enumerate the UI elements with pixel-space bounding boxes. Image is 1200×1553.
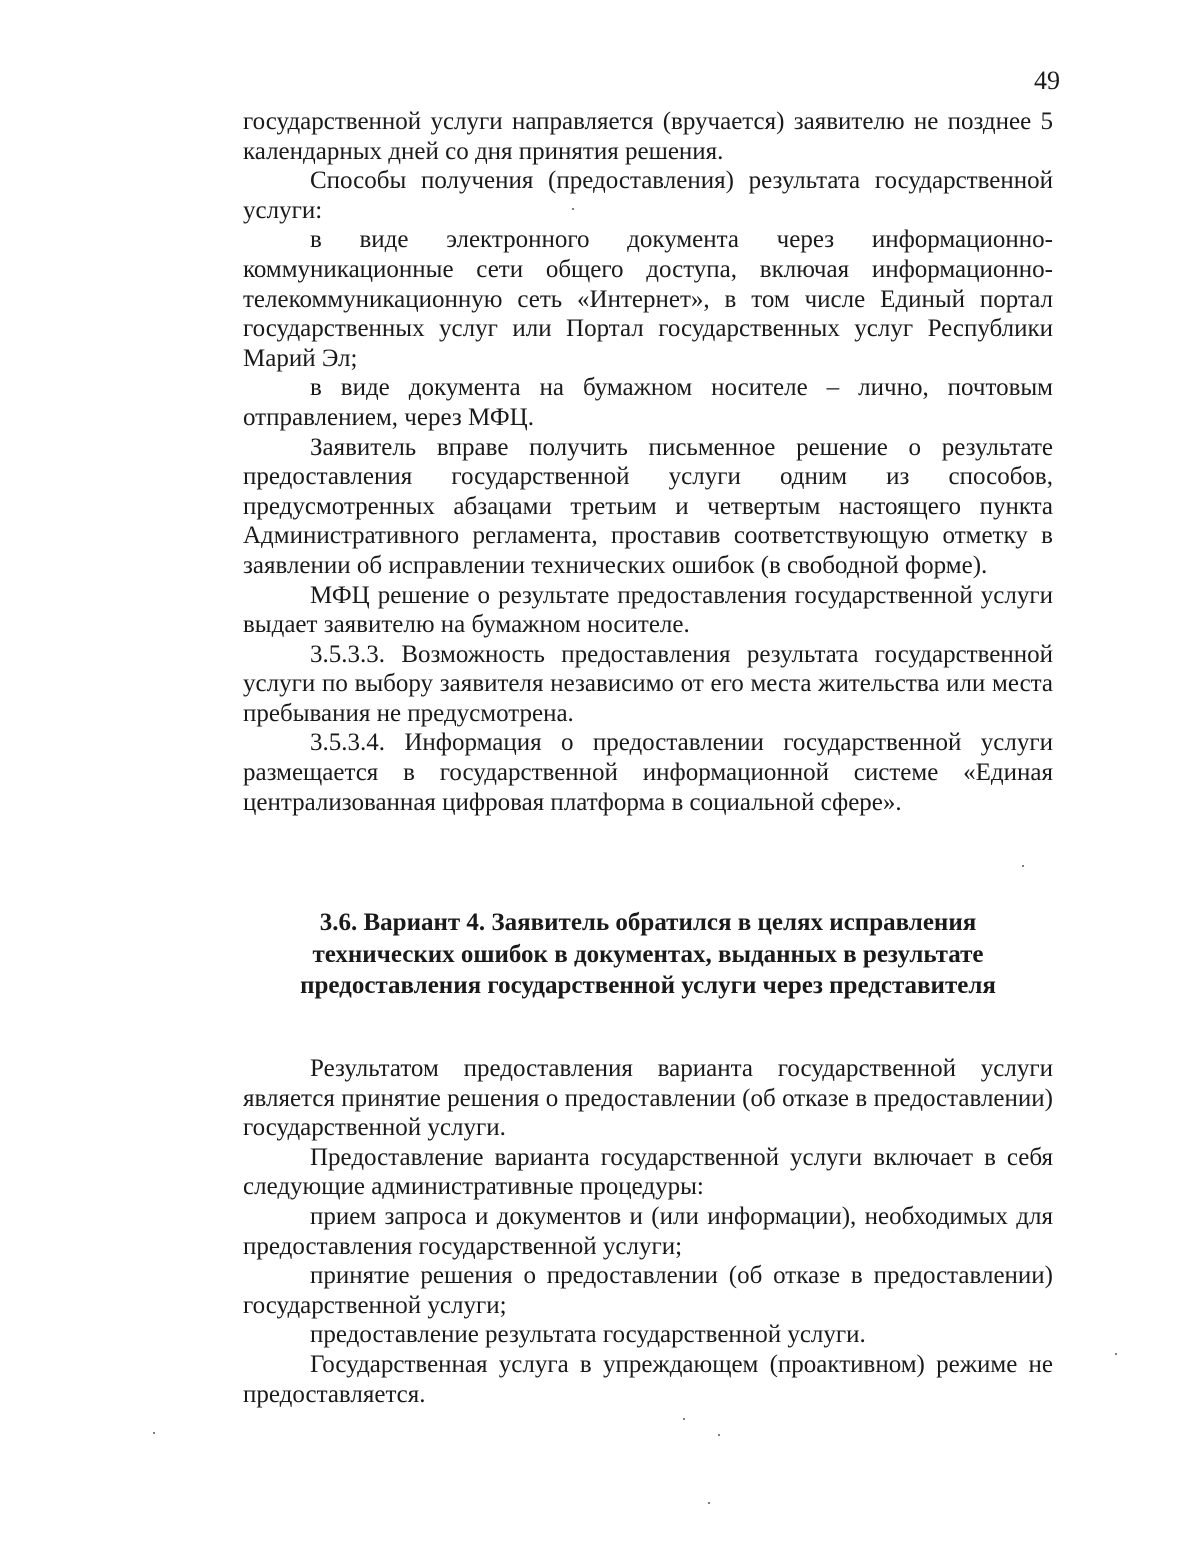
page-number: 49 [1034, 66, 1060, 95]
text-block-section-body [243, 1054, 1053, 1409]
scan-speck [572, 208, 574, 210]
scan-speck [708, 1502, 710, 1504]
paragraph: МФЦ решение о результате предоставления государственной услуги выдает заявителю на бумажном носителе. [243, 581, 1053, 639]
paragraph: 3.5.3.3. Возможность предоставления результата государственной услуги по выбору заявителя независимо от его места жительства или места пребывания не предусмотрена. [243, 640, 1053, 727]
paragraph: в виде электронного документа через информационно-коммуникационные сети общего доступа, включая информационно-телекоммуникационную сеть «Интернет», в том числе Единый портал государственных услуг или Портал государственных услуг Республики Марий Эл; [243, 226, 1053, 372]
paragraph: Заявитель вправе получить письменное решение о результате предоставления государственной услуги одним из способов, предусмотренных абзацами третьим и четвертым настоящего пункта Административного регламента, проставив соответствующую отметку в заявлении об исправлении технических ошибок (в свободной форме). [243, 433, 1053, 579]
paragraph: предоставление результата государственной услуги. [310, 1321, 866, 1349]
paragraph: 3.5.3.4. Информация о предоставлении государственной услуги размещается в государственной информационной системе «Единая централизованная цифровая платформа в социальной сфере». [243, 729, 1053, 816]
heading-line: предоставления государственной услуги через представителя [300, 972, 996, 999]
section-heading [243, 907, 1053, 1002]
scan-speck [153, 1432, 155, 1434]
paragraph: Способы получения (предоставления) результата государственной услуги: [243, 167, 1053, 224]
scan-speck [1022, 865, 1024, 867]
heading-line: технических ошибок в документах, выданных в результате [312, 940, 984, 968]
text-block-continuation [243, 107, 1053, 817]
scan-speck [683, 1418, 685, 1420]
heading-line: 3.6. Вариант 4. Заявитель обратился в целях исправления [319, 909, 977, 936]
paragraph: Результатом предоставления варианта государственной услуги является принятие решения о предоставлении (об отказе в предоставлении) государственной услуги. [243, 1055, 1053, 1142]
paragraph: государственной услуги направляется (вручается) заявителю не позднее 5 календарных дней со дня принятия решения. [243, 108, 1053, 165]
paragraph: Государственная услуга в упреждающем (проактивном) режиме не предоставляется. [243, 1350, 1053, 1408]
paragraph: прием запроса и документов и (или информации), необходимых для предоставления государственной услуги; [243, 1202, 1053, 1260]
paragraph: принятие решения о предоставлении (об отказе в предоставлении) государственной услуги; [243, 1262, 1053, 1319]
paragraph: в виде документа на бумажном носителе – лично, почтовым отправлением, через МФЦ. [243, 374, 1053, 431]
scan-speck [718, 1434, 720, 1436]
scan-speck [1115, 1353, 1117, 1355]
paragraph: Предоставление варианта государственной услуги включает в себя следующие административные процедуры: [243, 1143, 1053, 1201]
